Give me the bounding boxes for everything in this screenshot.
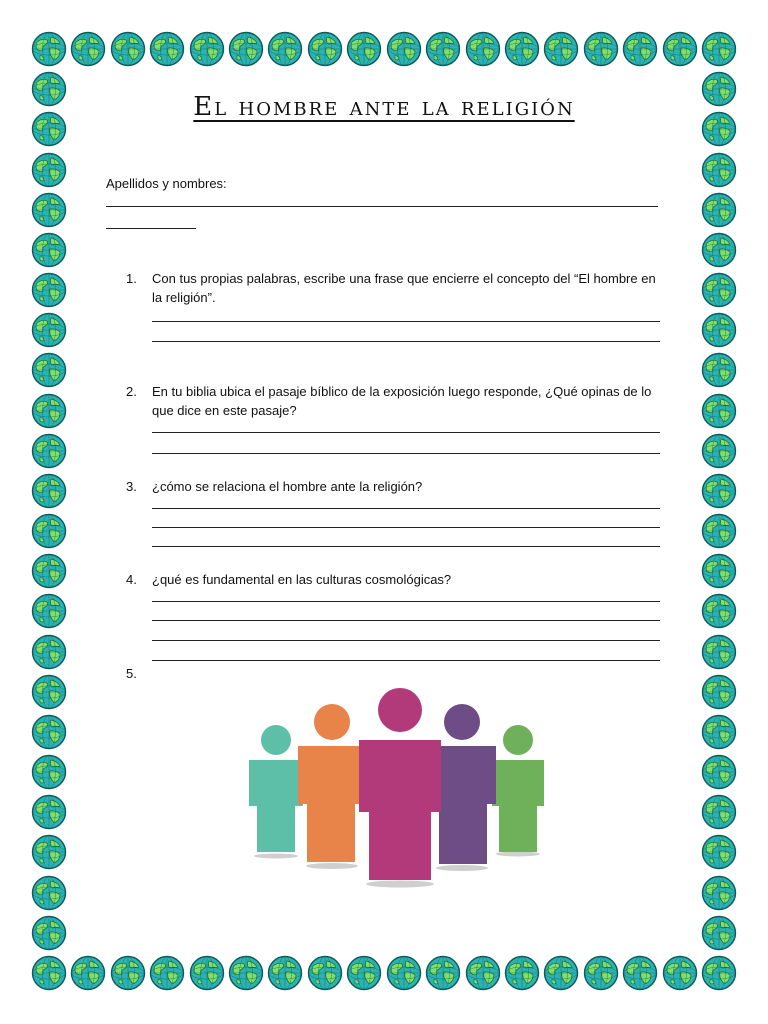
answer-line[interactable] (152, 527, 660, 528)
answer-line[interactable] (152, 620, 660, 621)
page-title: El hombre ante la religión (193, 92, 575, 122)
answer-line[interactable] (152, 546, 660, 547)
answer-line[interactable] (152, 601, 660, 602)
question-text: Con tus propias palabras, escribe una frase que encierre el concepto del “El hombre en la religión”. (152, 271, 656, 305)
question-text: ¿cómo se relaciona el hombre ante la religión? (152, 479, 423, 494)
answer-line[interactable] (152, 453, 660, 454)
question-number: 1. (126, 271, 137, 286)
name-answer-line[interactable] (106, 206, 658, 207)
answer-line[interactable] (152, 341, 660, 342)
answer-line[interactable] (152, 321, 660, 322)
answer-line[interactable] (152, 508, 660, 509)
question-text: ¿qué es fundamental en las culturas cosmológicas? (152, 572, 452, 587)
question-number: 2. (126, 384, 137, 399)
answer-line[interactable] (152, 640, 660, 641)
name-answer-line[interactable] (106, 228, 196, 229)
people-group-icon (236, 682, 556, 892)
question-number: 5. (126, 666, 137, 681)
question-number: 4. (126, 572, 137, 587)
answer-line[interactable] (152, 432, 660, 433)
question-number: 3. (126, 479, 137, 494)
answer-line[interactable] (152, 660, 660, 661)
name-label: Apellidos y nombres: (106, 176, 227, 191)
question-text: En tu biblia ubica el pasaje bíblico de la exposición luego responde, ¿Qué opinas de lo que dice en este pasaje? (152, 384, 652, 418)
